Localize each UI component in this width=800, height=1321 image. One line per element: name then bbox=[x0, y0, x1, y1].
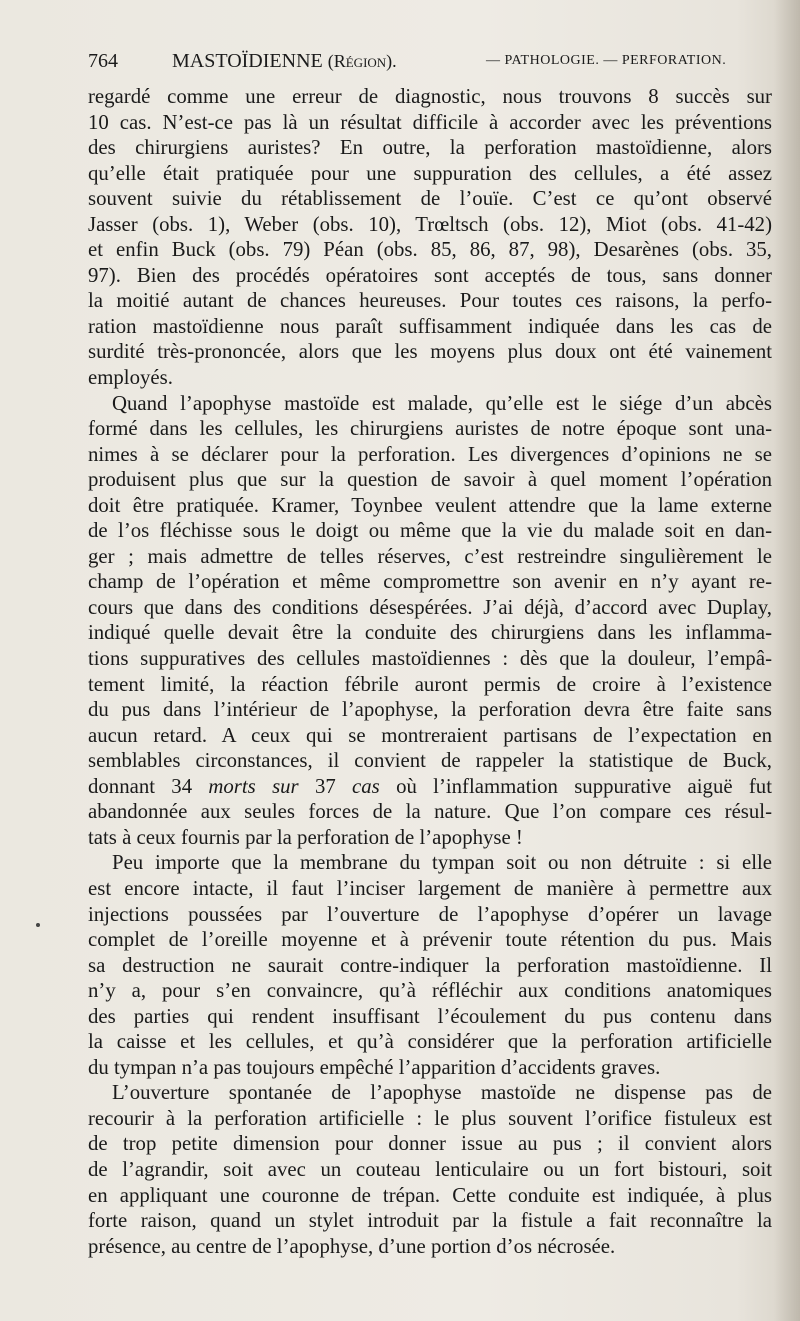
text-line: nimes à se déclarer pour la perforation. Les divergences d’opinions ne se bbox=[88, 442, 772, 466]
text-line: de trop petite dimension pour donner issue au pus ; il convient alors bbox=[88, 1132, 772, 1156]
text-line: est encore intacte, il faut l’inciser largement de manière à permettre aux bbox=[88, 876, 772, 900]
text-line: du pus dans l’intérieur de l’apophyse, la perforation devra être faite sans bbox=[88, 698, 772, 722]
text-line: la caisse et les cellules, et qu’à considérer que la perforation artificielle bbox=[88, 1030, 772, 1054]
text-line: forte raison, quand un stylet introduit par la fistule a fait reconnaître la bbox=[88, 1209, 772, 1233]
paragraph-start-line: L’ouverture spontanée de l’apophyse mastoïde ne dispense pas de bbox=[112, 1081, 772, 1105]
header-subtitle: — PATHOLOGIE. — PERFORATION. bbox=[486, 53, 727, 68]
text-line: de l’os fléchisse sous le doigt ou même que la vie du malade soit en dan- bbox=[88, 519, 772, 543]
text-fragment: donnant 34 bbox=[88, 774, 209, 798]
text-line: formé dans les cellules, les chirurgiens auristes de notre époque sont una- bbox=[88, 417, 772, 441]
text-line: ration mastoïdienne nous paraît suffisamment indiquée dans les cas de bbox=[88, 314, 772, 338]
text-line: indiqué quelle devait être la conduite des chirurgiens dans les inflamma- bbox=[88, 621, 772, 645]
text-line: complet de l’oreille moyenne et à prévenir toute rétention du pus. Mais bbox=[88, 928, 772, 952]
page-fold-shadow bbox=[774, 0, 800, 1321]
text-line: regardé comme une erreur de diagnostic, nous trouvons 8 succès sur bbox=[88, 85, 772, 108]
text-line: surdité très-prononcée, alors que les moyens plus doux ont été vainement bbox=[88, 340, 772, 364]
italic-text: cas bbox=[352, 774, 380, 798]
text-line: sa destruction ne saurait contre-indiquer la perforation mastoïdienne. Il bbox=[88, 953, 772, 977]
italic-text: morts sur bbox=[208, 774, 299, 798]
paragraph-end-line: employés. bbox=[88, 366, 173, 390]
text-line: Jasser (obs. 1), Weber (obs. 10), Trœltsch (obs. 12), Miot (obs. 41-42) bbox=[88, 212, 772, 236]
paragraph-start-line: Peu importe que la membrane du tympan soit ou non détruite : si elle bbox=[112, 851, 772, 875]
text-line: abandonnée aux seules forces de la nature. Que l’on compare ces résul- bbox=[88, 800, 772, 824]
text-line: des chirurgiens auristes? En outre, la perforation mastoïdienne, alors bbox=[88, 136, 772, 160]
paragraph-start-line: Quand l’apophyse mastoïde est malade, qu’elle est le siége d’un abcès bbox=[112, 391, 772, 415]
paragraph-end-line: tats à ceux fournis par la perforation de l’apophyse ! bbox=[88, 825, 523, 849]
page-number: 764 bbox=[88, 50, 118, 72]
text-line: 97). Bien des procédés opératoires sont acceptés de tous, sans donner bbox=[88, 263, 772, 287]
text-line: n’y a, pour s’en convaincre, qu’à réfléchir aux conditions anatomiques bbox=[88, 979, 772, 1003]
body-text bbox=[88, 84, 772, 1259]
text-line: qu’elle était pratiquée pour une suppuration des cellules, a été assez bbox=[88, 161, 772, 185]
running-header bbox=[88, 50, 728, 84]
text-line: ger ; mais admettre de telles réserves, c’est restreindre singulièrement le bbox=[88, 544, 772, 568]
text-line-statistic bbox=[88, 774, 772, 800]
text-line: 10 cas. N’est-ce pas là un résultat difficile à accorder avec les préventions bbox=[88, 110, 772, 134]
text-fragment: 37 bbox=[298, 774, 353, 798]
header-title bbox=[172, 50, 397, 73]
header-region: (Région). bbox=[327, 51, 397, 71]
text-line: recourir à la perforation artificielle : le plus souvent l’orifice fistuleux est bbox=[88, 1106, 772, 1130]
text-line: la moitié autant de chances heureuses. Pour toutes ces raisons, la perfo- bbox=[88, 289, 772, 313]
text-line: tions suppuratives des cellules mastoïdiennes : dès que la douleur, l’empâ- bbox=[88, 647, 772, 671]
paragraph-end-line: présence, au centre de l’apophyse, d’une portion d’os nécrosée. bbox=[88, 1234, 616, 1258]
text-line: des parties qui rendent insuffisant l’écoulement du pus contenu dans bbox=[88, 1004, 772, 1028]
text-line: tement limité, la réaction fébrile auront permis de croire à l’existence bbox=[88, 672, 772, 696]
text-line: aucun retard. A ceux qui se montreraient partisans de l’expectation en bbox=[88, 723, 772, 747]
header-title-main: MASTOÏDIENNE bbox=[172, 50, 323, 72]
text-line: injections poussées par l’ouverture de l’apophyse d’opérer un lavage bbox=[88, 902, 772, 926]
text-line: souvent suivie du rétablissement de l’ouïe. C’est ce qu’ont observé bbox=[88, 187, 772, 211]
text-line: semblables circonstances, il convient de rappeler la statistique de Buck, bbox=[88, 749, 772, 773]
ink-speck bbox=[36, 923, 40, 927]
paragraph-end-line: du tympan n’a pas toujours empêché l’apparition d’accidents graves. bbox=[88, 1055, 661, 1079]
text-line: de l’agrandir, soit avec un couteau lenticulaire ou un fort bistouri, soit bbox=[88, 1157, 772, 1181]
text-line: en appliquant une couronne de trépan. Cette conduite est indiquée, à plus bbox=[88, 1183, 772, 1207]
text-line: produisent plus que sur la question de savoir à quel moment l’opération bbox=[88, 468, 772, 492]
text-line: cours que dans des conditions désespérées. J’ai déjà, d’accord avec Duplay, bbox=[88, 595, 772, 619]
text-line: doit être pratiquée. Kramer, Toynbee veulent attendre que la lame externe bbox=[88, 493, 772, 517]
text-line: et enfin Buck (obs. 79) Péan (obs. 85, 86, 87, 98), Desarènes (obs. 35, bbox=[88, 238, 772, 262]
text-line: champ de l’opération et même compromettre son avenir en n’y ayant re- bbox=[88, 570, 772, 594]
text-fragment: où l’inflammation suppurative aiguë fut bbox=[379, 774, 772, 798]
